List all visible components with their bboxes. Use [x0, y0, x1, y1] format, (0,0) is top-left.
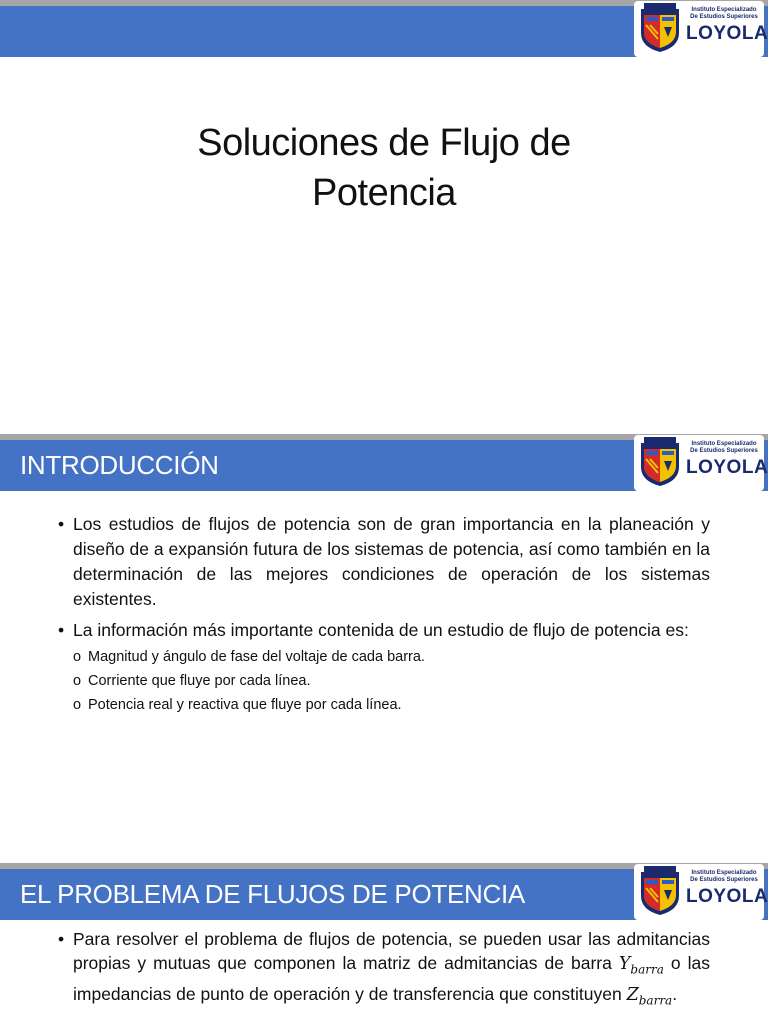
logo-subtitle: Instituto Especializado De Estudios Superiores [690, 441, 758, 454]
bullet-item: • La información más importante contenida de un estudio de flujo de potencia es: [58, 620, 689, 640]
slide-heading: INTRODUCCIÓN [20, 450, 219, 480]
shield-icon [638, 866, 682, 916]
logo-name: LOYOLA [686, 457, 768, 478]
z-barra-symbol: $Z_{barra}$ [626, 984, 673, 1007]
shield-icon [638, 437, 682, 487]
slide-3 [0, 863, 768, 1024]
slide-heading: EL PROBLEMA DE FLUJOS DE POTENCIA [20, 879, 525, 909]
page-title: Soluciones de Flujo de Potencia [197, 122, 571, 214]
bullet-list [58, 512, 710, 717]
loyola-logo [634, 864, 768, 920]
loyola-logo [634, 1, 768, 57]
bullet-list [58, 927, 710, 1018]
slide-1 [0, 0, 768, 434]
sub-bullet-item: o Magnitud y ángulo de fase del voltaje de cada barra. [73, 649, 425, 665]
shield-icon [638, 3, 682, 53]
loyola-logo [634, 435, 768, 491]
logo-name: LOYOLA [686, 23, 768, 44]
bullet-item: • Los estudios de flujos de potencia son de gran importancia en la planeación y diseño de a expansión futura de los sistemas de potencia, así como también en la determinación de las mejores condiciones de operación de los sistemas existentes. [58, 514, 710, 609]
logo-name: LOYOLA [686, 886, 768, 907]
bullet-item: • Para resolver el problema de flujos de potencia, se pueden usar las admitancias propias y mutuas que componen la matriz de admitancias de barra $Y_{barra}$ o las impedancias de punto de operación y de transferencia que constituyen $Z_{barra}$. [58, 929, 710, 1007]
sub-bullet-item: o Corriente que fluye por cada línea. [73, 673, 311, 689]
sub-bullet-item: o Potencia real y reactiva que fluye por cada línea. [73, 697, 402, 713]
logo-subtitle: Instituto Especializado De Estudios Superiores [690, 870, 758, 883]
slide-2 [0, 434, 768, 863]
logo-subtitle: Instituto Especializado De Estudios Superiores [690, 7, 758, 20]
y-barra-symbol: $Y_{barra}$ [618, 954, 664, 977]
